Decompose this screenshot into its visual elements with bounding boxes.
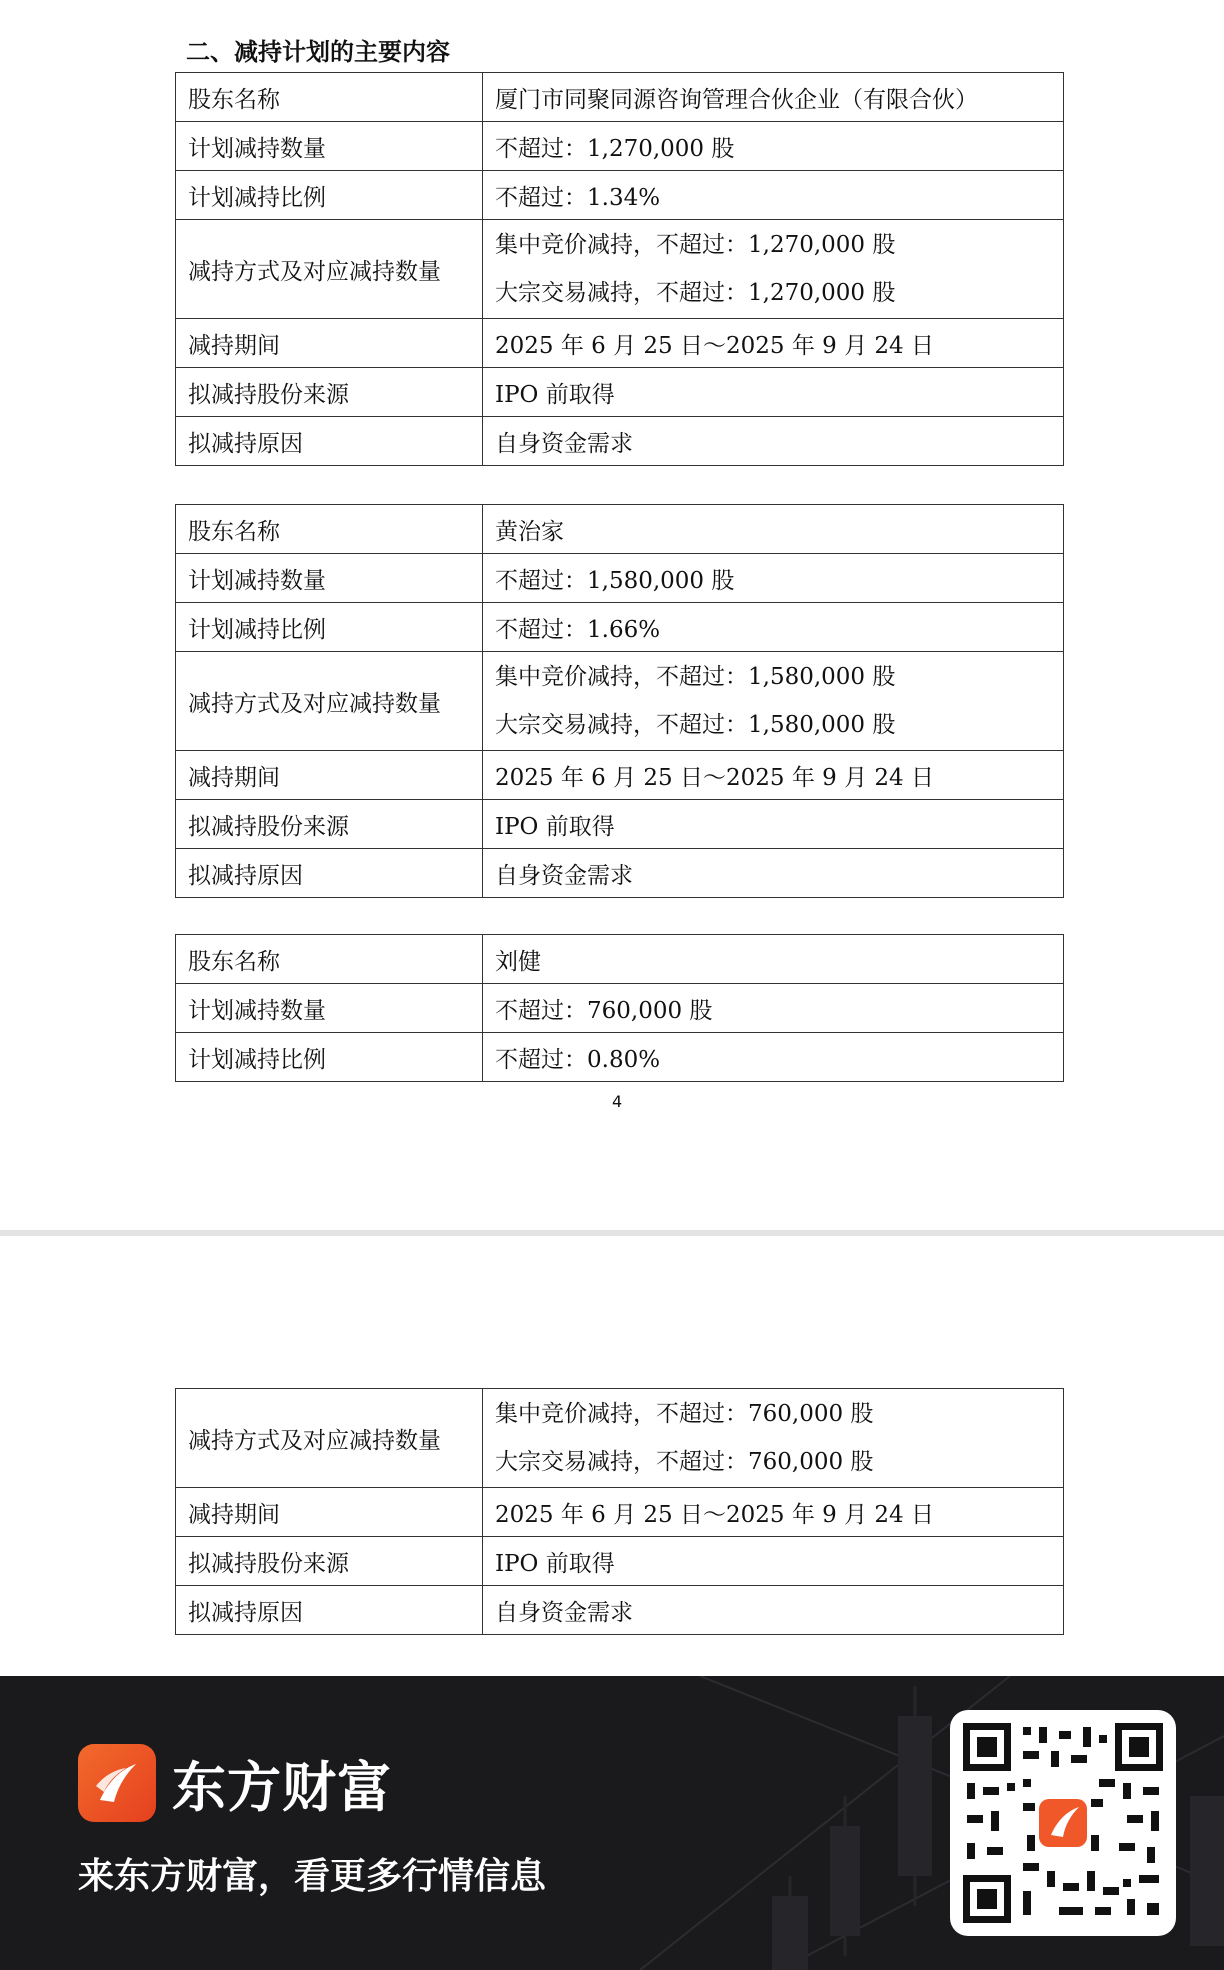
row-value: 不超过：1,270,000 股: [483, 122, 1064, 171]
row-label: 股东名称: [176, 505, 483, 554]
row-value: 自身资金需求: [483, 849, 1064, 898]
row-label: 拟减持股份来源: [176, 1537, 483, 1586]
table-row: [176, 652, 1064, 751]
row-label: 计划减持数量: [176, 554, 483, 603]
table-row: [176, 603, 1064, 652]
row-value: 2025 年 6 月 25 日～2025 年 9 月 24 日: [483, 319, 1064, 368]
row-value: 黄治家: [483, 505, 1064, 554]
qr-code[interactable]: [950, 1710, 1176, 1936]
row-label: 拟减持原因: [176, 1586, 483, 1635]
row-label: 减持方式及对应减持数量: [176, 220, 483, 319]
table-row: [176, 319, 1064, 368]
row-label: 减持方式及对应减持数量: [176, 652, 483, 751]
row-label: 拟减持原因: [176, 849, 483, 898]
row-value: 不超过：1.66%: [483, 603, 1064, 652]
table-row: [176, 122, 1064, 171]
row-label: 计划减持数量: [176, 122, 483, 171]
row-label: 计划减持比例: [176, 1033, 483, 1082]
table-row: [176, 1537, 1064, 1586]
row-value: 不超过：0.80%: [483, 1033, 1064, 1082]
table-row: [176, 505, 1064, 554]
row-label: 减持期间: [176, 1488, 483, 1537]
row-value: 不超过：1,580,000 股: [483, 554, 1064, 603]
eastmoney-logo-icon: [78, 1744, 156, 1822]
row-label: 拟减持股份来源: [176, 800, 483, 849]
row-value: 刘健: [483, 935, 1064, 984]
value-line-1: 集中竞价减持，不超过：760,000 股: [495, 1401, 874, 1427]
reduction-plan-table-1: [175, 72, 1064, 466]
section-title: 二、减持计划的主要内容: [186, 38, 450, 66]
brand-name: 东方财富: [172, 1755, 392, 1819]
value-line-2: 大宗交易减持，不超过：1,580,000 股: [495, 712, 896, 738]
row-label: 拟减持股份来源: [176, 368, 483, 417]
row-value: IPO 前取得: [483, 368, 1064, 417]
table-row: [176, 984, 1064, 1033]
table-row: [176, 554, 1064, 603]
table-row: [176, 1033, 1064, 1082]
page-number: 4: [612, 1092, 623, 1111]
table-row: [176, 1586, 1064, 1635]
reduction-plan-table-2: [175, 504, 1064, 898]
row-value: 不超过：1.34%: [483, 171, 1064, 220]
row-label: 股东名称: [176, 73, 483, 122]
row-label: 计划减持比例: [176, 171, 483, 220]
row-label: 减持方式及对应减持数量: [176, 1389, 483, 1488]
value-line-2: 大宗交易减持，不超过：760,000 股: [495, 1449, 874, 1475]
reduction-plan-table-3-continued: [175, 1388, 1064, 1635]
row-value: [483, 220, 1064, 319]
row-value: IPO 前取得: [483, 800, 1064, 849]
table-row: [176, 800, 1064, 849]
row-value: 自身资金需求: [483, 1586, 1064, 1635]
row-label: 拟减持原因: [176, 417, 483, 466]
table-row: [176, 935, 1064, 984]
row-value: 厦门市同聚同源咨询管理合伙企业（有限合伙）: [483, 73, 1064, 122]
row-label: 计划减持比例: [176, 603, 483, 652]
row-value: 不超过：760,000 股: [483, 984, 1064, 1033]
table-row: [176, 417, 1064, 466]
qr-code-icon: [963, 1723, 1163, 1923]
table-row: [176, 1389, 1064, 1488]
table-row: [176, 171, 1064, 220]
row-value: [483, 1389, 1064, 1488]
table-row: [176, 73, 1064, 122]
table-row: [176, 1488, 1064, 1537]
table-row: [176, 751, 1064, 800]
row-label: 减持期间: [176, 751, 483, 800]
table-row: [176, 849, 1064, 898]
value-line-1: 集中竞价减持，不超过：1,580,000 股: [495, 664, 896, 690]
row-value: [483, 652, 1064, 751]
row-value: 2025 年 6 月 25 日～2025 年 9 月 24 日: [483, 1488, 1064, 1537]
row-label: 计划减持数量: [176, 984, 483, 1033]
row-value: 2025 年 6 月 25 日～2025 年 9 月 24 日: [483, 751, 1064, 800]
reduction-plan-table-3: [175, 934, 1064, 1082]
footer-banner: [0, 1676, 1224, 1970]
table-row: [176, 368, 1064, 417]
value-line-2: 大宗交易减持，不超过：1,270,000 股: [495, 280, 896, 306]
value-line-1: 集中竞价减持，不超过：1,270,000 股: [495, 232, 896, 258]
row-value: 自身资金需求: [483, 417, 1064, 466]
brand-lockup[interactable]: [78, 1744, 392, 1822]
footer-slogan: 来东方财富，看更多行情信息: [78, 1856, 547, 1897]
table-row: [176, 220, 1064, 319]
row-value: IPO 前取得: [483, 1537, 1064, 1586]
row-label: 股东名称: [176, 935, 483, 984]
document-page-2: [0, 1236, 1224, 1676]
row-label: 减持期间: [176, 319, 483, 368]
